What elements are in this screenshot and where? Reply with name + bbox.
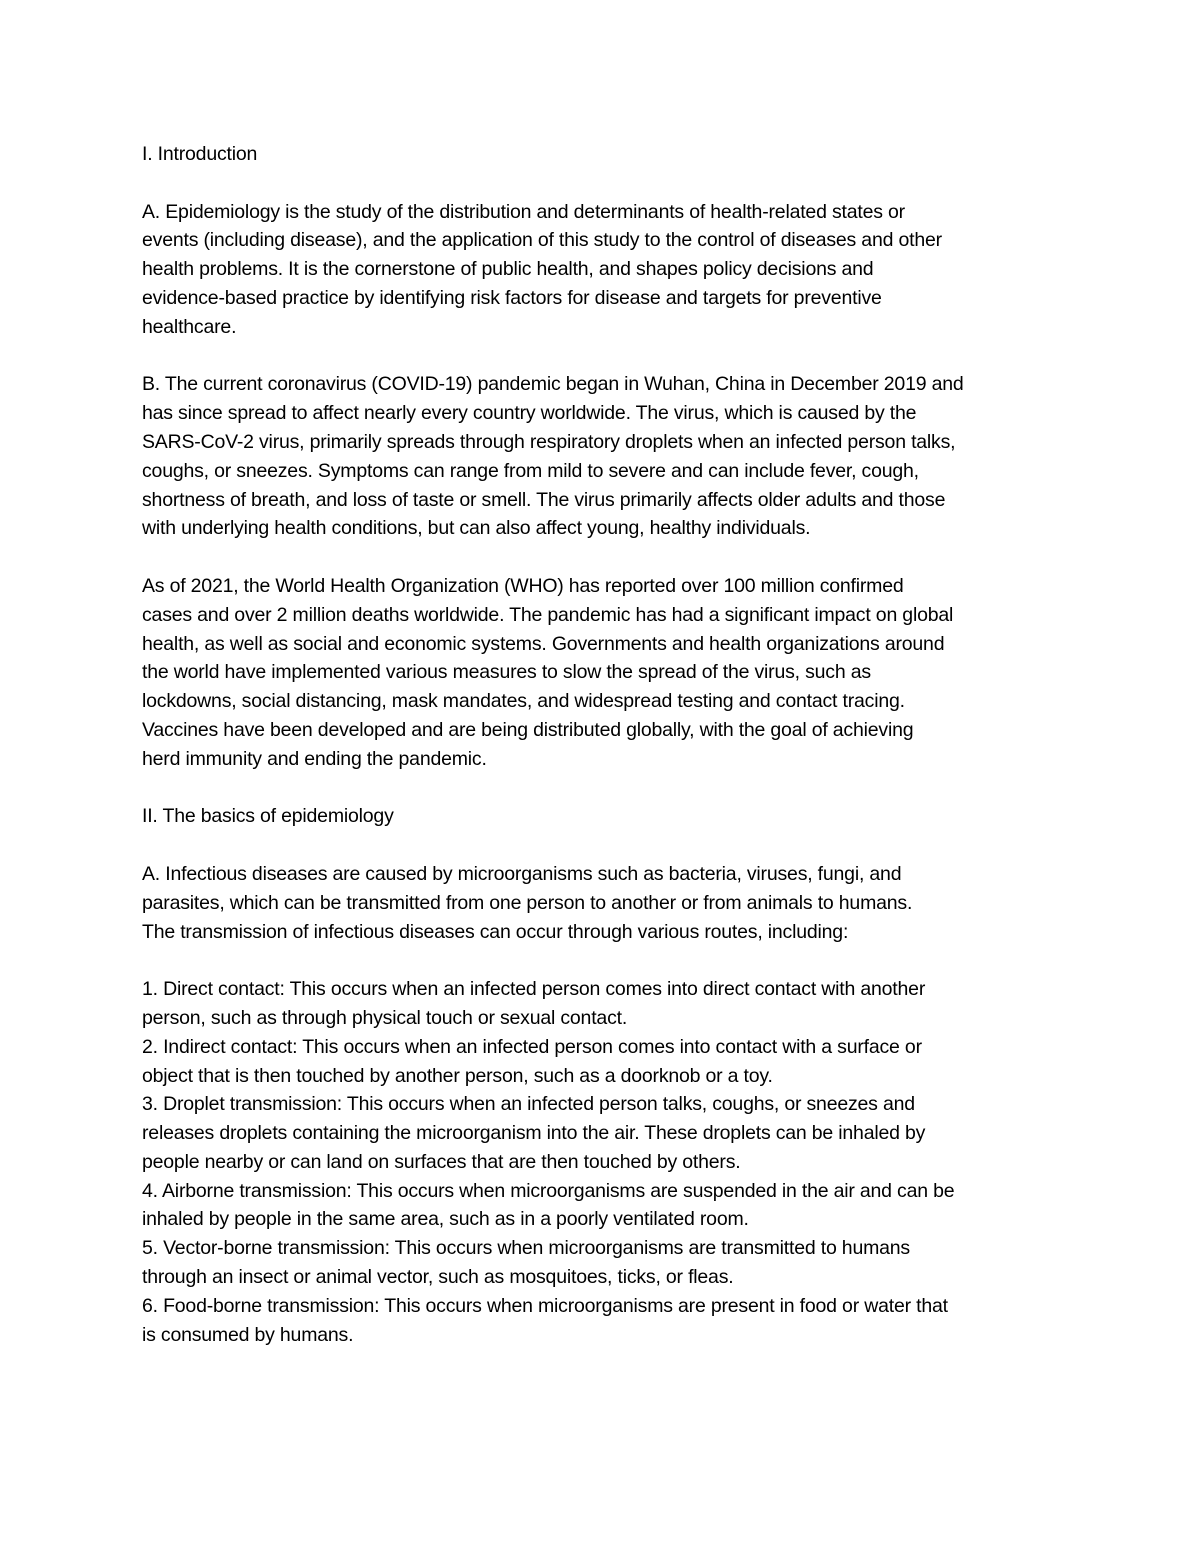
text-line: SARS-CoV-2 virus, primarily spreads through respiratory droplets when an infected person talks, [142, 430, 956, 453]
list-item: inhaled by people in the same area, such as in a poorly ventilated room. [142, 1208, 749, 1231]
document-page [142, 140, 1072, 1349]
text-line: the world have implemented various measures to slow the spread of the virus, such as [142, 661, 871, 684]
text-line: events (including disease), and the application of this study to the control of diseases and other [142, 229, 942, 252]
paragraph-spacer [142, 946, 1072, 975]
text-line: B. The current coronavirus (COVID-19) pandemic began in Wuhan, China in December 2019 and [142, 373, 964, 396]
text-line: lockdowns, social distancing, mask mandates, and widespread testing and contact tracing. [142, 690, 905, 713]
text-line: health problems. It is the cornerstone of public health, and shapes policy decisions and [142, 258, 874, 281]
list-item: 2. Indirect contact: This occurs when an infected person comes into contact with a surface or [142, 1035, 922, 1058]
list-item: through an insect or animal vector, such as mosquitoes, ticks, or fleas. [142, 1266, 734, 1289]
text-line: health, as well as social and economic systems. Governments and health organizations around [142, 632, 945, 655]
text-line: As of 2021, the World Health Organization (WHO) has reported over 100 million confirmed [142, 574, 904, 597]
paragraph-spacer [142, 543, 1072, 572]
text-line: A. Epidemiology is the study of the distribution and determinants of health-related states or [142, 200, 905, 223]
list-item: 4. Airborne transmission: This occurs when microorganisms are suspended in the air and can be [142, 1179, 955, 1202]
text-line: with underlying health conditions, but can also affect young, healthy individuals. [142, 517, 811, 540]
paragraph-covid-pandemic [142, 370, 1072, 543]
list-item: releases droplets containing the microorganism into the air. These droplets can be inhaled by [142, 1122, 926, 1145]
text-line: parasites, which can be transmitted from one person to another or from animals to humans. [142, 891, 913, 914]
text-line: evidence-based practice by identifying risk factors for disease and targets for preventive [142, 286, 882, 309]
text-line: healthcare. [142, 315, 237, 338]
text-line: herd immunity and ending the pandemic. [142, 747, 487, 770]
text-line: has since spread to affect nearly every country worldwide. The virus, which is caused by the [142, 402, 917, 425]
text-line: The transmission of infectious diseases can occur through various routes, including: [142, 920, 849, 943]
transmission-routes-list [142, 975, 1072, 1349]
paragraph-who-statistics [142, 572, 1072, 774]
list-item: is consumed by humans. [142, 1323, 354, 1346]
list-item: 3. Droplet transmission: This occurs when an infected person talks, coughs, or sneezes and [142, 1093, 915, 1116]
section-heading-basics: II. The basics of epidemiology [142, 805, 394, 828]
list-item: object that is then touched by another person, such as a doorknob or a toy. [142, 1064, 773, 1087]
list-item: people nearby or can land on surfaces that are then touched by others. [142, 1150, 741, 1173]
text-line: A. Infectious diseases are caused by microorganisms such as bacteria, viruses, fungi, and [142, 862, 902, 885]
text-line: cases and over 2 million deaths worldwide. The pandemic has had a significant impact on global [142, 603, 954, 626]
list-item: 5. Vector-borne transmission: This occurs when microorganisms are transmitted to humans [142, 1237, 910, 1260]
list-item: 1. Direct contact: This occurs when an infected person comes into direct contact with another [142, 978, 926, 1001]
list-item: person, such as through physical touch or sexual contact. [142, 1006, 628, 1029]
paragraph-spacer [142, 774, 1072, 803]
text-line: shortness of breath, and loss of taste or smell. The virus primarily affects older adults and those [142, 488, 946, 511]
list-item: 6. Food-borne transmission: This occurs when microorganisms are present in food or water that [142, 1294, 948, 1317]
text-line: coughs, or sneezes. Symptoms can range from mild to severe and can include fever, cough, [142, 459, 919, 482]
section-heading-introduction: I. Introduction [142, 143, 258, 165]
paragraph-epidemiology-definition [142, 198, 1072, 342]
paragraph-spacer [142, 169, 1072, 198]
paragraph-spacer [142, 831, 1072, 860]
paragraph-infectious-diseases [142, 860, 1072, 946]
text-line: Vaccines have been developed and are being distributed globally, with the goal of achieving [142, 718, 914, 741]
paragraph-spacer [142, 342, 1072, 371]
